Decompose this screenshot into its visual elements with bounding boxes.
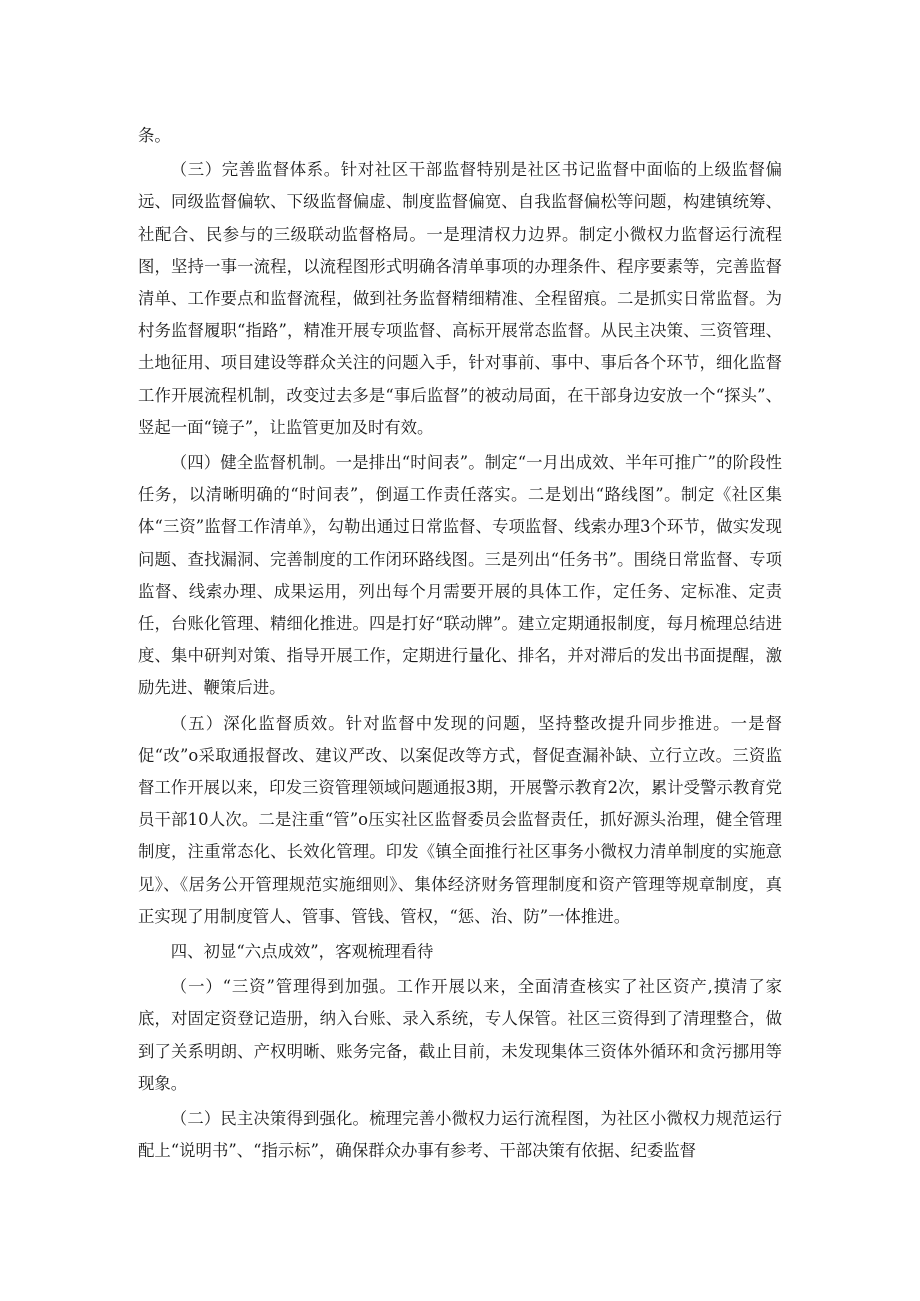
paragraph-result-1: （一）“三资”管理得到加强。工作开展以来，全面清查核实了社区资产,摸清了家底，对固定资登记造册，纳入台账、录入系统，专人保管。社区三资得到了清理整合，做到了关系明朗、产权明晰、账务完备，截止目前，未发现集体三资体外循环和贪污挪用等现象。 bbox=[138, 977, 782, 1093]
document-body bbox=[138, 114, 782, 1168]
section-heading-results: 四、初显“六点成效”，客观梳理看待 bbox=[170, 942, 434, 962]
paragraph-section-4: （四）健全监督机制。一是排出“时间表”。制定“一月出成效、半年可推广”的阶段性任务，以清晰明确的“时间表”，倒逼工作责任落实。二是划出“路线图”。制定《社区集体“三资”监督工作清单》，勾勒出通过日常监督、专项监督、线索办理3个环节，做实发现问题、查找漏洞、完善制度的工作闭环路线图。三是列出“任务书”。围绕日常监督、专项监督、线索办理、成果运用，列出每个月需要开展的具体工作，定任务、定标准、定责任，台账化管理、精细化推进。四是打好“联动牌”。建立定期通报制度，每月梳理总结进度、集中研判对策、指导开展工作，定期进行量化、排名，并对滞后的发出书面提醒，激励先进、鞭策后进。 bbox=[138, 453, 782, 698]
paragraph-section-3: （三）完善监督体系。针对社区干部监督特别是社区书记监督中面临的上级监督偏远、同级监督偏软、下级监督偏虚、制度监督偏宽、自我监督偏松等问题，构建镇统筹、社配合、民参与的三级联动监督格局。一是理清权力边界。制定小微权力监督运行流程图，坚持一事一流程，以流程图形式明确各清单事项的办理条件、程序要素等，完善监督清单、工作要点和监督流程，做到社务监督精细精准、全程留痕。二是抓实日常监督。为村务监督履职“指路”，精准开展专项监督、高标开展常态监督。从民主决策、三资管理、土地征用、项目建设等群众关注的问题入手，针对事前、事中、事后各个环节，细化监督工作开展流程机制，改变过去多是“事后监督”的被动局面，在干部身边安放一个“探头”、竖起一面“镜子”，让监管更加及时有效。 bbox=[138, 160, 782, 437]
paragraph-section-5: （五）深化监督质效。针对监督中发现的问题，坚持整改提升同步推进。一是督促“改”o采取通报督改、建议严改、以案促改等方式，督促查漏补缺、立行立改。三资监督工作开展以来，印发三资管理领域问题通报3期，开展警示教育2次，累计受警示教育党员干部10人次。二是注重“管”o压实社区监督委员会监督责任，抓好源头治理，健全管理制度，注重常态化、长效化管理。印发《镇全面推行社区事务小微权力清单制度的实施意见》、《居务公开管理规范实施细则》、集体经济财务管理制度和资产管理等规章制度，真正实现了用制度管人、管事、管钱、管权，“惩、治、防”一体推进。 bbox=[138, 713, 782, 926]
paragraph-continuation: 条。 bbox=[138, 126, 171, 145]
paragraph-result-2: （二）民主决策得到强化。梳理完善小微权力运行流程图，为社区小微权力规范运行配上“说明书”、“指示标”，确保群众办事有参考、干部决策有依据、纪委监督 bbox=[138, 1109, 782, 1161]
